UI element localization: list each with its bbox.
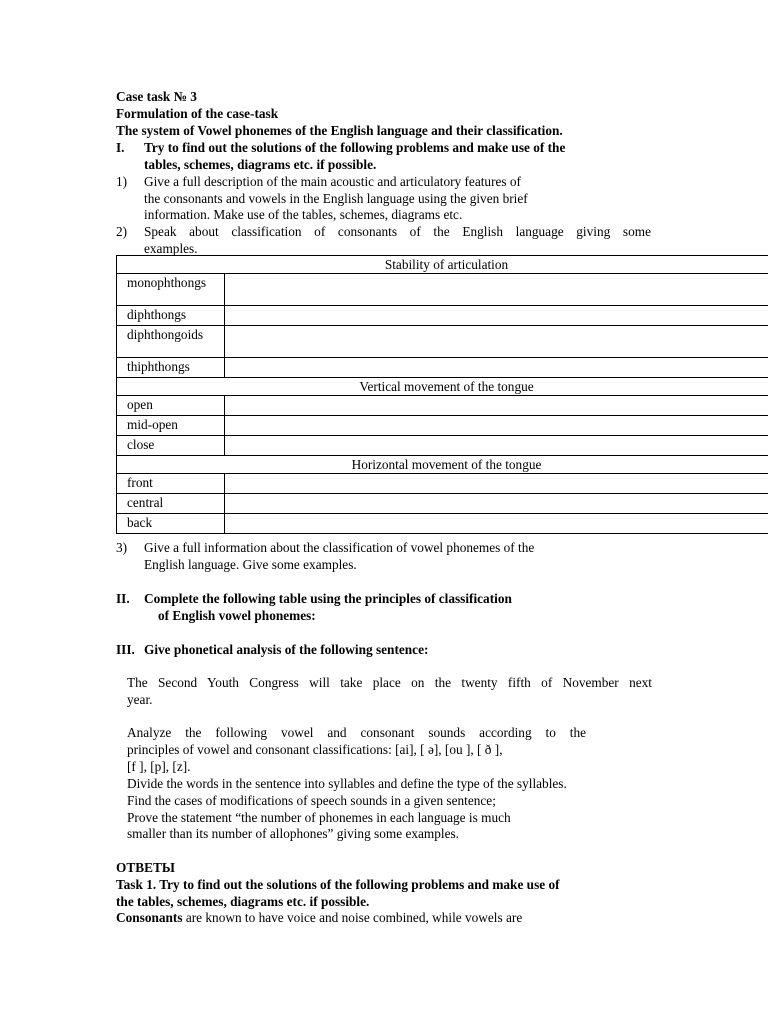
- table-empty-cell: [225, 274, 768, 306]
- table-row-label: monophthongs: [117, 274, 225, 306]
- sentence-line1: The Second Youth Congress will take place on the twenty fifth of November next: [127, 675, 652, 690]
- item1-line1: Give a full description of the main acoustic and articulatory features of: [144, 174, 521, 189]
- item3-line2: English language. Give some examples.: [144, 557, 357, 572]
- item1-number: 1): [116, 174, 128, 189]
- horizontal-header: Horizontal movement of the tongue: [117, 456, 768, 474]
- table-row-label: open: [117, 396, 225, 416]
- table-empty-cell: [225, 474, 768, 494]
- consonants-paragraph: [116, 909, 522, 926]
- table-row-label: front: [117, 474, 225, 494]
- item2-line2: examples.: [144, 241, 198, 256]
- answers-title: ОТВЕТЫ: [116, 860, 175, 875]
- consonants-term: Consonants: [116, 910, 183, 925]
- vowel-classification-table: [116, 255, 768, 534]
- sentence-line2: year.: [127, 692, 153, 707]
- table-empty-cell: [225, 494, 768, 514]
- section3-line1: Give phonetical analysis of the following sentence:: [144, 642, 429, 657]
- formulation-heading: Formulation of the case-task: [116, 106, 279, 121]
- section2-number: II.: [116, 591, 130, 606]
- task1-line1: Task 1. Try to find out the solutions of the following problems and make use of: [116, 877, 560, 892]
- section1-line2: tables, schemes, diagrams etc. if possible.: [144, 157, 377, 172]
- analysis-line3: [f ], [p], [z].: [127, 759, 191, 774]
- analysis-line4: Divide the words in the sentence into syllables and define the type of the syllables.: [127, 776, 567, 791]
- section3-number: III.: [116, 642, 135, 657]
- item2-line1: Speak about classification of consonants of the English language giving some: [144, 224, 651, 239]
- section1-line1: Try to find out the solutions of the following problems and make use of the: [144, 140, 566, 155]
- analysis-line7: smaller than its number of allophones” giving some examples.: [127, 826, 459, 841]
- consonants-text: are known to have voice and noise combined, while vowels are: [182, 910, 523, 925]
- table-row-label: central: [117, 494, 225, 514]
- vertical-header: Vertical movement of the tongue: [117, 378, 768, 396]
- item2-number: 2): [116, 224, 128, 239]
- item1-line3: information. Make use of the tables, schemes, diagrams etc.: [144, 207, 463, 222]
- table-row-label: thiphthongs: [117, 358, 225, 378]
- case-title: Case task № 3: [116, 89, 197, 104]
- system-title: The system of Vowel phonemes of the English language and their classification.: [116, 123, 563, 138]
- analysis-line5: Find the cases of modifications of speech sounds in a given sentence;: [127, 793, 496, 808]
- analysis-line2: principles of vowel and consonant classifications: [ai], [ ə], [ou ], [ ð ],: [127, 742, 503, 757]
- table-empty-cell: [225, 396, 768, 416]
- table-empty-cell: [225, 416, 768, 436]
- table-empty-cell: [225, 326, 768, 358]
- table-empty-cell: [225, 514, 768, 534]
- table-empty-cell: [225, 358, 768, 378]
- table-row-label: diphthongs: [117, 306, 225, 326]
- table-empty-cell: [225, 306, 768, 326]
- table-row-label: diphthongoids: [117, 326, 225, 358]
- table-empty-cell: [225, 436, 768, 456]
- item3-number: 3): [116, 540, 128, 555]
- item3-line1: Give a full information about the classification of vowel phonemes of the: [144, 540, 535, 555]
- stability-header: Stability of articulation: [117, 256, 768, 274]
- table-row-label: mid-open: [117, 416, 225, 436]
- section2-line1: Complete the following table using the principles of classification: [144, 591, 512, 606]
- task1-line2: the tables, schemes, diagrams etc. if possible.: [116, 894, 370, 909]
- analysis-line6: Prove the statement “the number of phonemes in each language is much: [127, 810, 511, 825]
- table-row-label: close: [117, 436, 225, 456]
- item1-line2: the consonants and vowels in the English language using the given brief: [144, 191, 528, 206]
- table-row-label: back: [117, 514, 225, 534]
- section2-line2: of English vowel phonemes:: [158, 608, 316, 623]
- section1-number: I.: [116, 140, 125, 155]
- analysis-line1: Analyze the following vowel and consonant sounds according to the: [127, 725, 586, 740]
